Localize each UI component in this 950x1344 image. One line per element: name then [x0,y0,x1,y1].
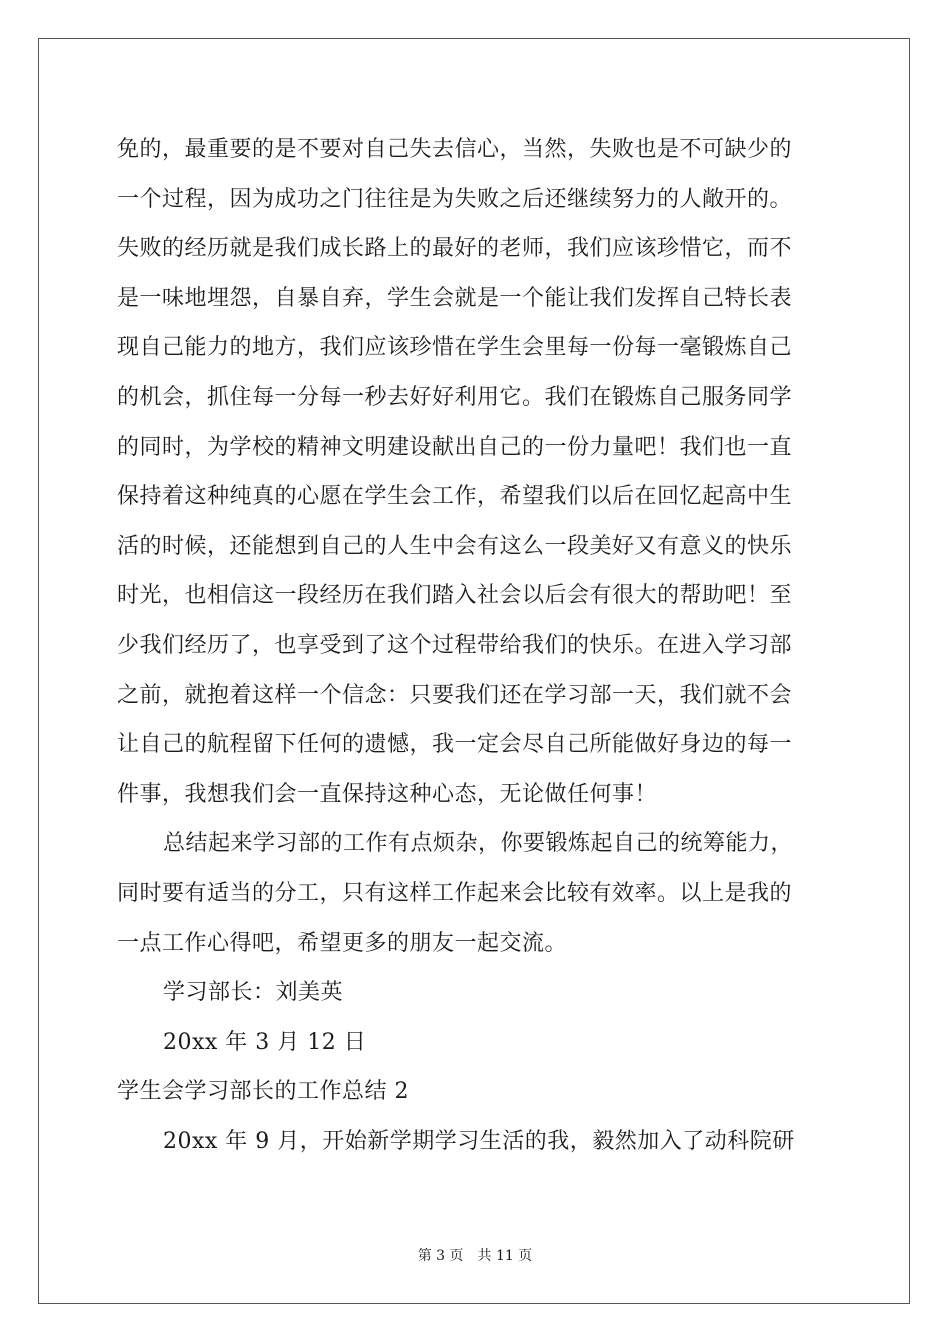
paragraph-line: 现自己能力的地方，我们应该珍惜在学生会里每一份每一毫锻炼自己 [117,335,793,361]
paragraph-line: 一点工作心得吧，希望更多的朋友一起交流。 [117,930,568,956]
paragraph-line: 是一味地埋怨，自暴自弃，学生会就是一个能让我们发挥自己特长表 [117,285,793,311]
paragraph-line: 一个过程，因为成功之门往往是为失败之后还继续努力的人敞开的。 [117,186,793,212]
paragraph-line: 失败的经历就是我们成长路上的最好的老师，我们应该珍惜它，而不 [117,236,793,262]
paragraph-line: 件事，我想我们会一直保持这种心态，无论做任何事！ [117,781,658,807]
document-body [117,130,833,1171]
page-footer [0,1245,950,1265]
date-line: 20xx 年 3 月 12 日 [163,1029,367,1055]
signature-line: 学习部长：刘美英 [163,980,344,1006]
paragraph-line: 让自己的航程留下任何的遗憾，我一定会尽自己所能做好身边的每一 [117,732,793,758]
page-number: 第 3 页 [417,1248,464,1264]
section-heading: 学生会学习部长的工作总结 2 [117,1079,409,1105]
paragraph-line: 的同时，为学校的精神文明建设献出自己的一份力量吧！我们也一直 [117,434,793,460]
paragraph-line: 之前，就抱着这样一个信念：只要我们还在学习部一天，我们就不会 [117,682,793,708]
paragraph-line: 少我们经历了，也享受到了这个过程带给我们的快乐。在进入学习部 [117,632,793,658]
paragraph-line: 免的，最重要的是不要对自己失去信心，当然，失败也是不可缺少的 [117,137,793,162]
paragraph-line: 同时要有适当的分工，只有这样工作起来会比较有效率。以上是我的 [117,880,793,906]
paragraph-line: 活的时候，还能想到自己的人生中会有这么一段美好又有意义的快乐 [117,533,793,559]
paragraph-line: 时光，也相信这一段经历在我们踏入社会以后会有很大的帮助吧！至 [117,583,793,609]
paragraph-line: 保持着这种纯真的心愿在学生会工作，希望我们以后在回忆起高中生 [117,484,793,510]
page-total: 共 11 页 [477,1248,533,1264]
paragraph-line: 总结起来学习部的工作有点烦杂，你要锻炼起自己的统筹能力， [163,831,794,857]
paragraph-line: 20xx 年 9 月，开始新学期学习生活的我，毅然加入了动科院研 [163,1128,795,1154]
paragraph-line: 的机会，抓住每一分每一秒去好好利用它。我们在锻炼自己服务同学 [117,384,793,410]
